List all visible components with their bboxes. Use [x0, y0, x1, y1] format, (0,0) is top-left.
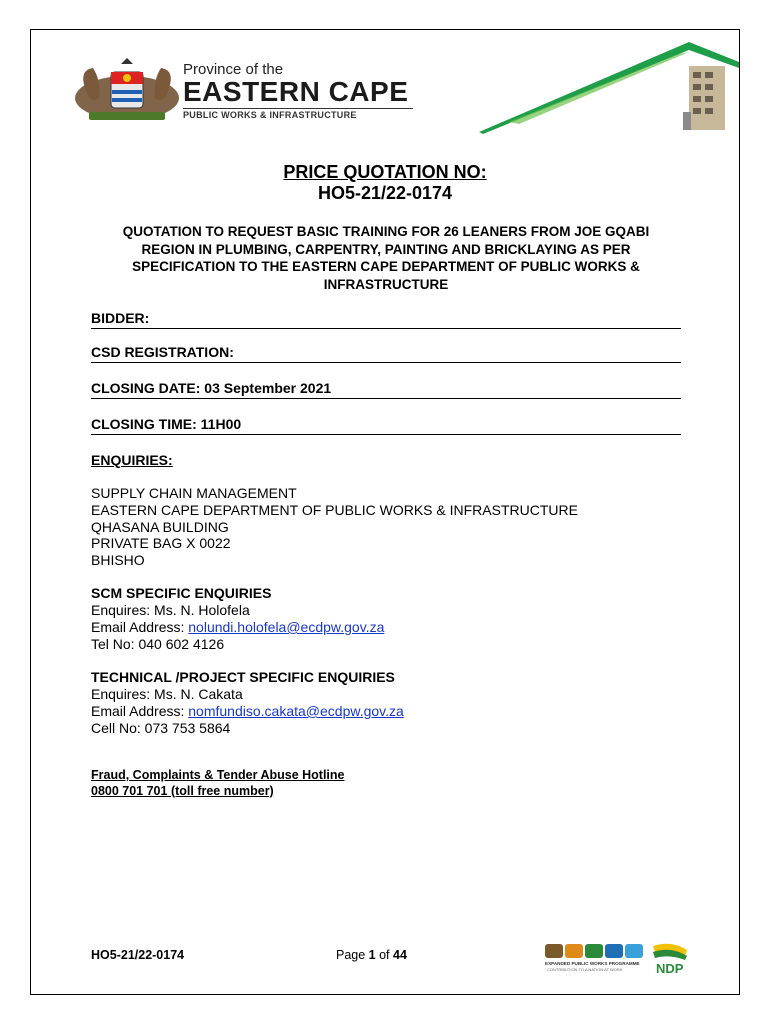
scm-heading: SCM SPECIFIC ENQUIRIES — [91, 585, 272, 601]
address-line: BHISHO — [91, 552, 145, 569]
ndp-logo-text: NDP — [656, 961, 684, 976]
page-prefix: Page — [336, 948, 369, 962]
technical-email-label: Email Address: — [91, 703, 189, 719]
scm-email-label: Email Address: — [91, 619, 189, 635]
address-line: EASTERN CAPE DEPARTMENT OF PUBLIC WORKS & INFRASTRUCTURE — [91, 501, 578, 518]
roof-building-graphic — [479, 42, 739, 134]
bidder-field: BIDDER: — [91, 310, 681, 329]
department-logo — [71, 58, 431, 130]
closing-date-field: CLOSING DATE: 03 September 2021 — [91, 380, 681, 399]
scm-email-link[interactable]: nolundi.holofela@ecdpw.gov.za — [188, 619, 385, 635]
technical-contact: Enquires: Ms. N. Cakata — [91, 686, 243, 702]
document-page — [30, 29, 740, 995]
quotation-title: PRICE QUOTATION NO: — [283, 162, 487, 182]
enquiries-address — [91, 485, 578, 569]
epwp-ndp-logo — [543, 942, 691, 976]
technical-heading: TECHNICAL /PROJECT SPECIFIC ENQUIRIES — [91, 669, 395, 685]
address-line: SUPPLY CHAIN MANAGEMENT — [91, 485, 297, 501]
closing-time-field: CLOSING TIME: 11H00 — [91, 416, 681, 435]
csd-registration-field: CSD REGISTRATION: — [91, 344, 681, 363]
scm-tel: Tel No: 040 602 4126 — [91, 636, 225, 652]
province-line: Province of the — [183, 61, 284, 78]
coat-of-arms-icon — [71, 58, 183, 126]
fraud-hotline-title: Fraud, Complaints & Tender Abuse Hotline — [91, 768, 345, 782]
fraud-hotline-number: 0800 701 701 (toll free number) — [91, 783, 274, 798]
scm-contact: Enquires: Ms. N. Holofela — [91, 602, 250, 618]
epwp-title: EXPANDED PUBLIC WORKS PROGRAMME — [545, 961, 640, 966]
scm-email-row — [91, 619, 384, 636]
page-current: 1 — [368, 948, 376, 962]
technical-email-row — [91, 703, 404, 720]
fraud-hotline — [91, 768, 345, 799]
technical-cell: Cell No: 073 753 5864 — [91, 720, 231, 736]
page-number — [336, 948, 407, 962]
scm-enquiries-block — [91, 585, 384, 653]
page-of: of — [375, 948, 393, 962]
address-line: QHASANA BUILDING — [91, 518, 229, 535]
technical-email-link[interactable]: nomfundiso.cakata@ecdpw.gov.za — [188, 703, 404, 719]
quotation-description: QUOTATION TO REQUEST BASIC TRAINING FOR 26 LEANERS FROM JOE GQABI REGION IN PLUMBING, CARPENTRY, PAINTING AND BRICKLAYING AS PER SPECIFICATION TO THE EASTERN CAPE DEPARTMENT OF PUBLIC WORKS & INFRASTRUCTURE — [122, 224, 650, 292]
enquiries-heading: ENQUIRIES: — [91, 452, 173, 468]
footer-reference: HO5-21/22-0174 — [91, 948, 185, 962]
department-name: PUBLIC WORKS & INFRASTRUCTURE — [183, 110, 357, 120]
technical-enquiries-block — [91, 669, 404, 737]
quotation-number: HO5-21/22-0174 — [317, 183, 453, 203]
epwp-tagline: CONTRIBUTION TO A NATION AT WORK — [547, 967, 623, 972]
address-line: PRIVATE BAG X 0022 — [91, 535, 231, 552]
page-total: 44 — [393, 948, 407, 962]
province-name: EASTERN CAPE — [183, 76, 409, 107]
